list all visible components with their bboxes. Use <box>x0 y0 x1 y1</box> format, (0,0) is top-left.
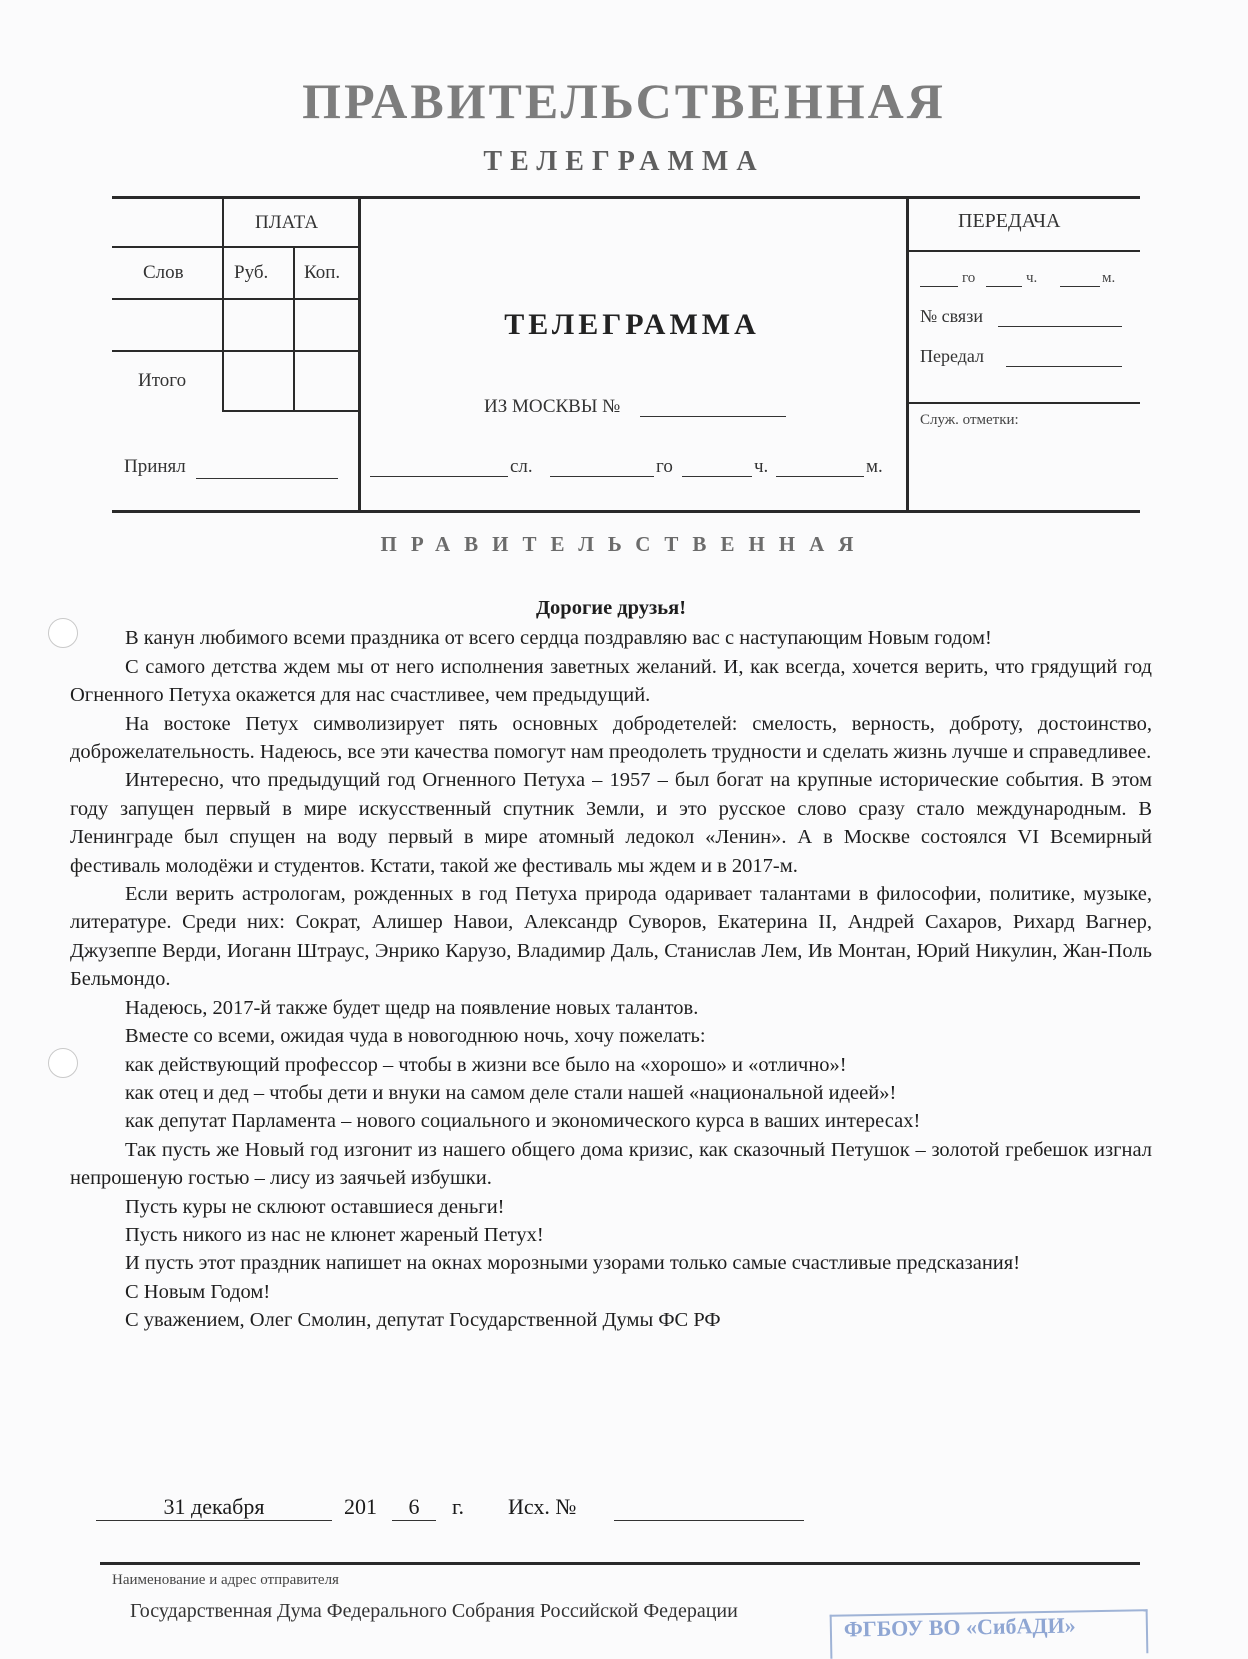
center-left-border <box>358 198 361 512</box>
letter-paragraph: На востоке Петух символизирует пять основных добродетелей: смелость, верность, доброту, достоинство, доброжелательность. Надеюсь, все эти качества помогут нам преодолеть трудности и сделать жизнь лучше и справедливее. <box>70 712 1152 764</box>
minute-field <box>776 476 864 477</box>
time-ch-label: ч. <box>1026 270 1038 286</box>
footer-year-prefix: 201 <box>344 1494 377 1519</box>
peredal-field <box>1006 366 1122 367</box>
sum-row-line <box>112 350 358 352</box>
letter-paragraph: Так пусть же Новый год изгонит из нашего общего дома кризис, как сказочный Петушок – золотой гребешок изгнал непрошеную гостью – лису из заячьей избушки. <box>70 1138 1152 1190</box>
letter-paragraph: Вместе со всеми, ожидая чуда в новогоднюю ночь, хочу пожелать: <box>125 1025 706 1048</box>
letter-paragraph: Интересно, что предыдущий год Огненного Петуха – 1957 – был богат на крупные исторические события. В этом году запущен первый в мире искусственный спутник Земли, и это русское слово сразу стало международным. В Ленинграде был спущен на воду первый в мире атомный ледокол «Ленин». А в Москве состоялся VI Всемирный фестиваль молодёжи и студентов. Кстати, такой же фестиваль мы ждем и в 2017-м. <box>70 769 1152 877</box>
plata-row-line <box>112 246 358 248</box>
form-top-border <box>112 196 1140 199</box>
time-go-label: го <box>962 270 976 286</box>
letter-paragraph: И пусть этот праздник напишет на окнах морозными узорами только самые счастливые предсказания! <box>125 1252 1021 1275</box>
time-day-field <box>920 286 958 287</box>
itogo-row-line <box>222 410 358 412</box>
footer-date-value: 31 декабря <box>163 1494 265 1519</box>
itogo-label: Итого <box>138 370 187 391</box>
letter-paragraph: С Новым Годом! <box>125 1280 271 1303</box>
peredal-label: Передал <box>920 346 985 366</box>
sluzh-otmetki-label: Служ. отметки: <box>920 412 1019 428</box>
time-hour-field <box>986 286 1022 287</box>
iz-moskvy-number-field <box>640 416 786 417</box>
document-subtitle: ТЕЛЕГРАММА <box>483 146 765 177</box>
footer-date <box>96 1494 332 1521</box>
center-right-border <box>906 198 909 512</box>
peredacha-row-line <box>908 250 1140 252</box>
sender-name: Государственная Дума Федерального Собрания Российской Федерации <box>130 1600 738 1622</box>
prinyal-label: Принял <box>124 456 186 477</box>
letter-paragraph: Пусть куры не склюют оставшиеся деньги! <box>125 1195 505 1218</box>
time-m-label: м. <box>1102 270 1116 286</box>
letter-paragraph: Пусть никого из нас не клюнет жареный Петух! <box>125 1223 544 1246</box>
slov-row-line <box>112 298 358 300</box>
footer-year-suffix: 6 <box>392 1494 436 1521</box>
document-title: ПРАВИТЕЛЬСТВЕННАЯ <box>302 73 946 129</box>
hour-field <box>682 476 752 477</box>
go-label: го <box>656 456 673 477</box>
iz-moskvy-label: ИЗ МОСКВЫ № <box>484 396 621 417</box>
peredacha-label: ПЕРЕДАЧА <box>958 210 1061 232</box>
institution-stamp: ФГБОУ ВО «СибАДИ» <box>830 1609 1149 1659</box>
letter-paragraph: Если верить астрологам, рожденных в год Петуха природа одаривает талантами в философии, политике, музыке, литературе. Среди них: Сократ, Алишер Навои, Александр Суворов, Екатерина II, Андрей Сахаров, Рихард Вагнер, Джузеппе Верди, Иоганн Штраус, Энрико Карузо, Владимир Даль, Станислав Лем, Ив Монтан, Юрий Никулин, Жан-Поль Бельмондо. <box>70 883 1152 991</box>
time-minute-field <box>1060 286 1100 287</box>
sl-label: сл. <box>510 456 533 477</box>
nomer-svyazi-field <box>998 326 1122 327</box>
letter-paragraph: как депутат Парламента – нового социального и экономического курса в ваших интересах! <box>125 1110 921 1133</box>
nomer-svyazi-label: № связи <box>920 306 983 326</box>
m-label: м. <box>866 456 883 477</box>
footer-ish-no-label: Исх. № <box>508 1494 577 1519</box>
kop-divider <box>293 246 295 412</box>
letter-paragraph: Надеюсь, 2017-й также будет щедр на появление новых талантов. <box>125 996 699 1019</box>
peredal-row-line <box>908 402 1140 404</box>
form-bottom-border <box>112 510 1140 513</box>
letter-greeting: Дорогие друзья! <box>535 597 687 619</box>
date-field <box>550 476 654 477</box>
rub-label: Руб. <box>234 262 269 283</box>
prinyal-field <box>196 478 338 479</box>
slov-label: Слов <box>143 262 184 283</box>
plata-label: ПЛАТА <box>255 212 319 233</box>
footer-year-g: г. <box>452 1494 465 1519</box>
form-bottom-title: ПРАВИТЕЛЬСТВЕННАЯ <box>380 532 868 556</box>
letter-signature: С уважением, Олег Смолин, депутат Государственной Думы ФС РФ <box>125 1309 721 1332</box>
letter-paragraph: В канун любимого всеми праздника от всего сердца поздравляю вас с наступающим Новым годом! <box>125 627 992 650</box>
count-field <box>370 476 508 477</box>
letter-body <box>70 594 1152 1335</box>
sender-label: Наименование и адрес отправителя <box>112 1572 339 1588</box>
ch-label: ч. <box>754 456 769 477</box>
kop-label: Коп. <box>304 262 341 283</box>
telegram-center-title: ТЕЛЕГРАММА <box>504 308 760 341</box>
letter-paragraph: С самого детства ждем мы от него исполнения заветных желаний. И, как всегда, хочется верить, что грядущий год Огненного Петуха окажется для нас счастливее, чем предыдущий. <box>70 655 1152 707</box>
letter-paragraph: как действующий профессор – чтобы в жизни все было на «хорошо» и «отлично»! <box>125 1053 847 1076</box>
letter-paragraph: как отец и дед – чтобы дети и внуки на самом деле стали нашей «национальной идеей»! <box>125 1081 897 1104</box>
sender-top-rule <box>100 1562 1140 1565</box>
plata-left-divider <box>222 198 224 412</box>
footer-ish-no-field <box>614 1520 804 1521</box>
